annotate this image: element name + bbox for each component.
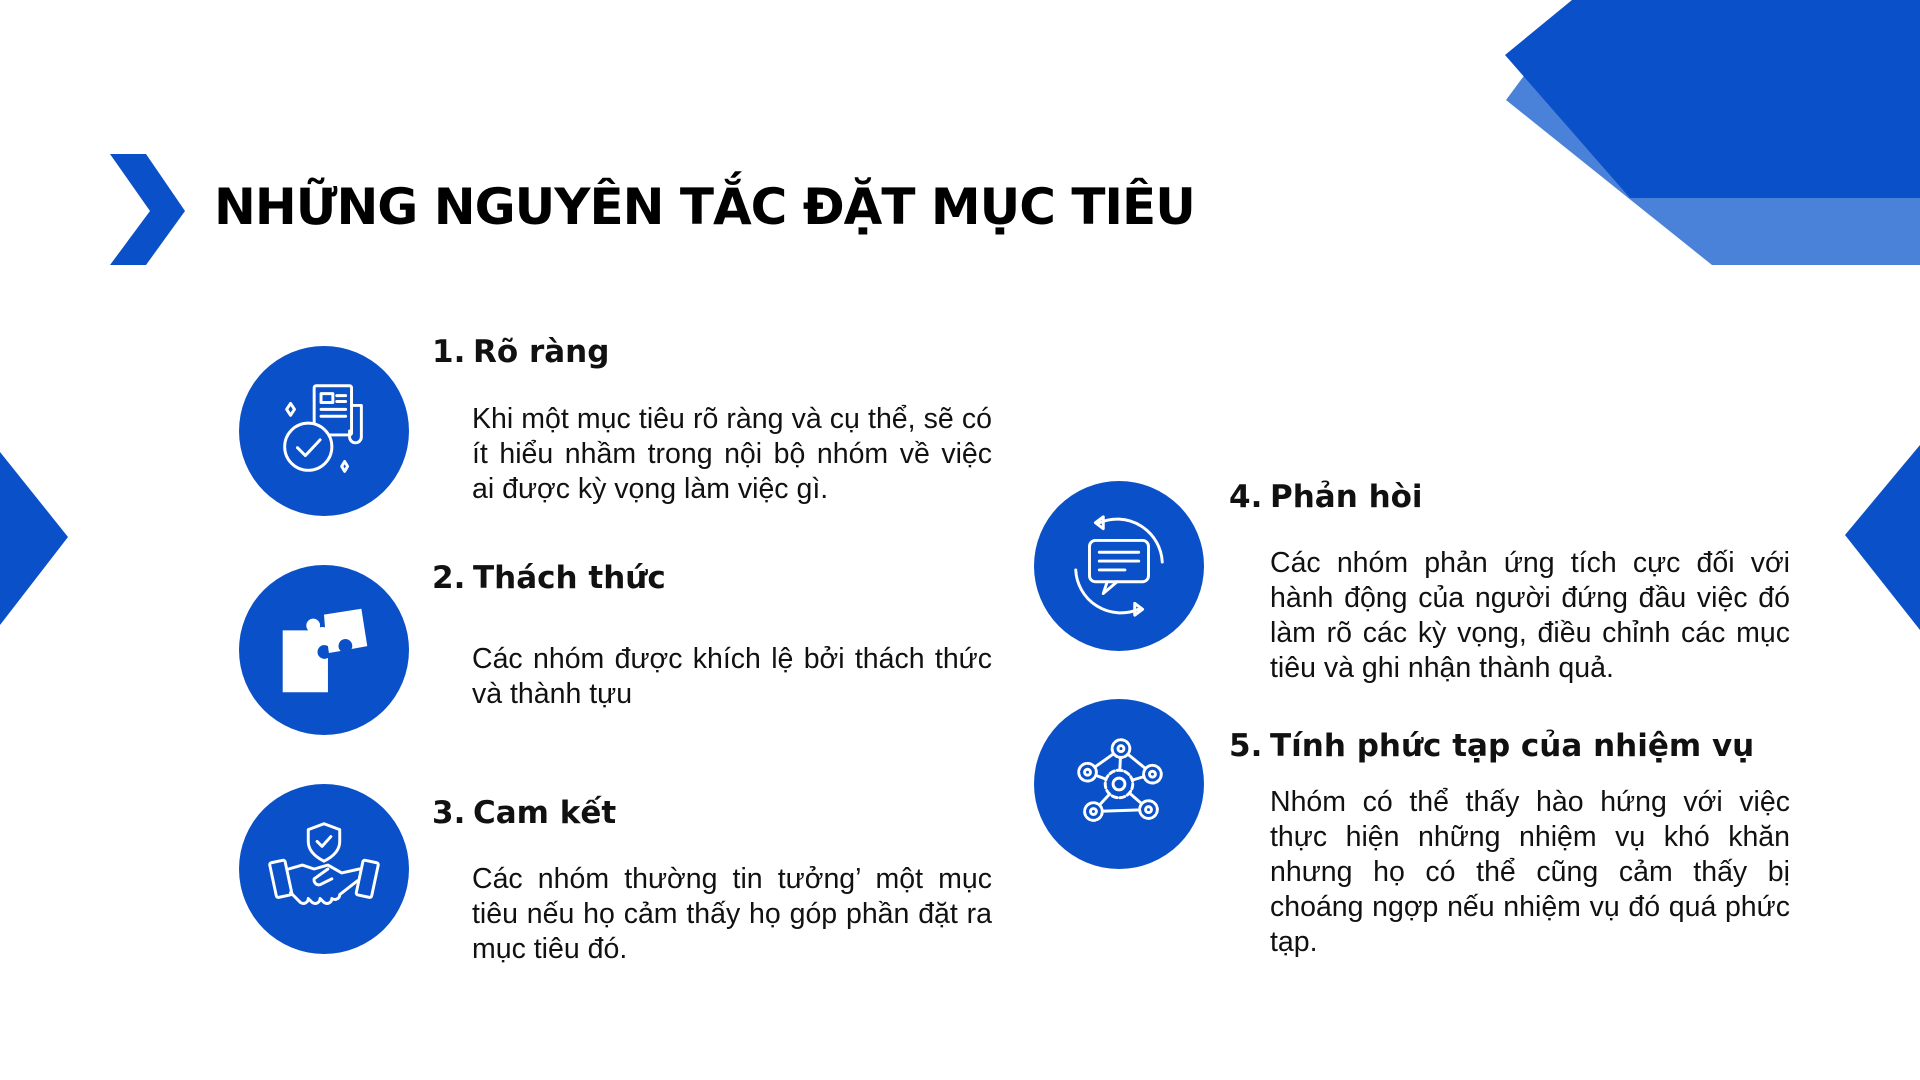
item-2-number: 2. [432,560,466,596]
item-2-description: Các nhóm được khích lệ bởi thách thức và thành tựu [472,643,992,710]
left-edge-triangle [0,452,68,625]
item-1-heading [432,334,609,370]
puzzle-icon [265,591,383,709]
gears-network-icon [1060,725,1178,843]
right-edge-triangle [1845,445,1920,630]
top-right-dark-shape [1505,0,1920,198]
feedback-chat-icon [1060,507,1178,625]
item-2-icon-circle [239,565,409,735]
item-5-heading [1229,728,1754,764]
item-5-description: Nhóm có thể thấy hào hứng với việc thực hiện những nhiệm vụ khó khăn nhưng họ có thể cũng cảm thấy bị choáng ngợp nếu nhiệm vụ đó quá phức tạp. [1270,786,1790,958]
item-5-number: 5. [1229,728,1263,764]
item-3-heading [432,795,616,831]
item-5-title: Tính phức tạp của nhiệm vụ [1270,728,1755,764]
item-1-number: 1. [432,334,466,370]
item-5-icon-circle [1034,699,1204,869]
item-4-title: Phản hòi [1270,479,1423,515]
handshake-shield-icon [265,810,383,928]
item-1-title: Rõ ràng [473,334,610,370]
item-3-icon-circle [239,784,409,954]
item-4-number: 4. [1229,479,1263,515]
item-2-heading [432,560,666,596]
item-1-description: Khi một mục tiêu rõ ràng và cụ thể, sẽ có ít hiểu nhầm trong nội bộ nhóm về việc ai được kỳ vọng làm việc gì. [472,403,992,505]
title-chevron [110,154,185,265]
page-title: NHỮNG NGUYÊN TẮC ĐẶT MỤC TIÊU [214,178,1195,236]
item-4-heading [1229,479,1423,515]
item-3-description: Các nhóm thường tin tưởng’ một mục tiêu nếu họ cảm thấy họ góp phần đặt ra mục tiêu đó. [472,863,992,965]
item-3-number: 3. [432,795,466,831]
item-4-description: Các nhóm phản ứng tích cực đối với hành động của người đứng đầu việc đó làm rõ các kỳ vọng, điều chỉnh các mục tiêu và ghi nhận thành quả. [1270,547,1790,684]
item-2-title: Thách thức [473,560,666,596]
item-3-title: Cam kết [473,795,617,831]
document-check-icon [265,372,383,490]
item-4-icon-circle [1034,481,1204,651]
item-1-icon-circle [239,346,409,516]
